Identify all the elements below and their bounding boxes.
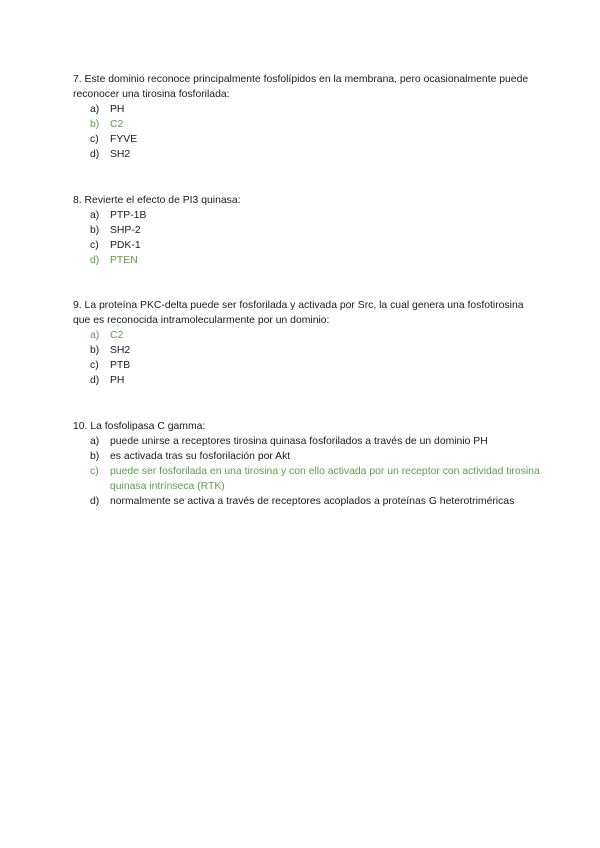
option-text: SH2 — [110, 149, 131, 160]
option-d — [73, 147, 543, 162]
option-list — [73, 208, 543, 268]
option-a-correct — [73, 328, 543, 343]
option-c — [73, 238, 543, 253]
option-a — [73, 434, 543, 449]
option-c-correct — [73, 464, 543, 494]
option-text: PH — [110, 375, 125, 386]
question-stem: 8. Revierte el efecto de PI3 quinasa: — [73, 195, 241, 206]
option-text: es activada tras su fosforilación por Akt — [110, 451, 291, 462]
option-text: SH2 — [110, 345, 131, 356]
option-letter: a) — [90, 104, 100, 115]
option-letter: b) — [90, 225, 100, 236]
option-text: PH — [110, 104, 125, 115]
option-list — [73, 102, 543, 162]
option-list — [73, 328, 543, 388]
option-text: C2 — [110, 119, 124, 130]
question-stem: 7. Este dominio reconoce principalmente fosfolípidos en la membrana, pero ocasionalmente puede reconocer una tirosina fosforilada: — [73, 74, 529, 100]
option-letter: d) — [90, 149, 100, 160]
option-text: PDK-1 — [110, 240, 141, 251]
option-text: PTEN — [110, 255, 138, 266]
option-text: PTB — [110, 360, 131, 371]
option-d-correct — [73, 253, 543, 268]
option-letter: b) — [90, 119, 100, 130]
option-letter: d) — [90, 375, 100, 386]
option-text: C2 — [110, 330, 124, 341]
option-d — [73, 373, 543, 388]
option-list — [73, 434, 543, 509]
option-letter: a) — [90, 436, 100, 447]
question-7 — [73, 72, 543, 162]
option-b-correct — [73, 117, 543, 132]
option-text: normalmente se activa a través de receptores acoplados a proteínas G heterotriméricas — [110, 496, 515, 507]
option-c — [73, 358, 543, 373]
option-letter: d) — [90, 496, 100, 507]
option-letter: b) — [90, 451, 100, 462]
option-b — [73, 343, 543, 358]
option-letter: a) — [90, 330, 100, 341]
option-text: FYVE — [110, 134, 138, 145]
option-letter: c) — [90, 466, 99, 477]
option-text: PTP-1B — [110, 210, 147, 221]
question-10 — [73, 419, 543, 509]
option-a — [73, 102, 543, 117]
option-b — [73, 223, 543, 238]
option-letter: d) — [90, 255, 100, 266]
option-text: puede unirse a receptores tirosina quinasa fosforilados a través de un dominio PH — [110, 436, 488, 447]
option-d — [73, 494, 543, 509]
option-c — [73, 132, 543, 147]
option-text: SHP-2 — [110, 225, 141, 236]
option-letter: a) — [90, 210, 100, 221]
option-text: puede ser fosforilada en una tirosina y con ello activada por un receptor con actividad tirosina quinasa intrínseca (RTK) — [110, 466, 540, 492]
option-b — [73, 449, 543, 464]
question-stem: 10. La fosfolipasa C gamma: — [73, 421, 206, 432]
option-letter: c) — [90, 360, 99, 371]
question-8 — [73, 193, 543, 268]
option-a — [73, 208, 543, 223]
question-9 — [73, 298, 543, 388]
option-letter: b) — [90, 345, 100, 356]
option-letter: c) — [90, 134, 99, 145]
question-stem: 9. La proteína PKC-delta puede ser fosforilada y activada por Src, la cual genera una fosfotirosina que es reconocida intramolecularmente por un dominio: — [73, 300, 524, 326]
option-letter: c) — [90, 240, 99, 251]
